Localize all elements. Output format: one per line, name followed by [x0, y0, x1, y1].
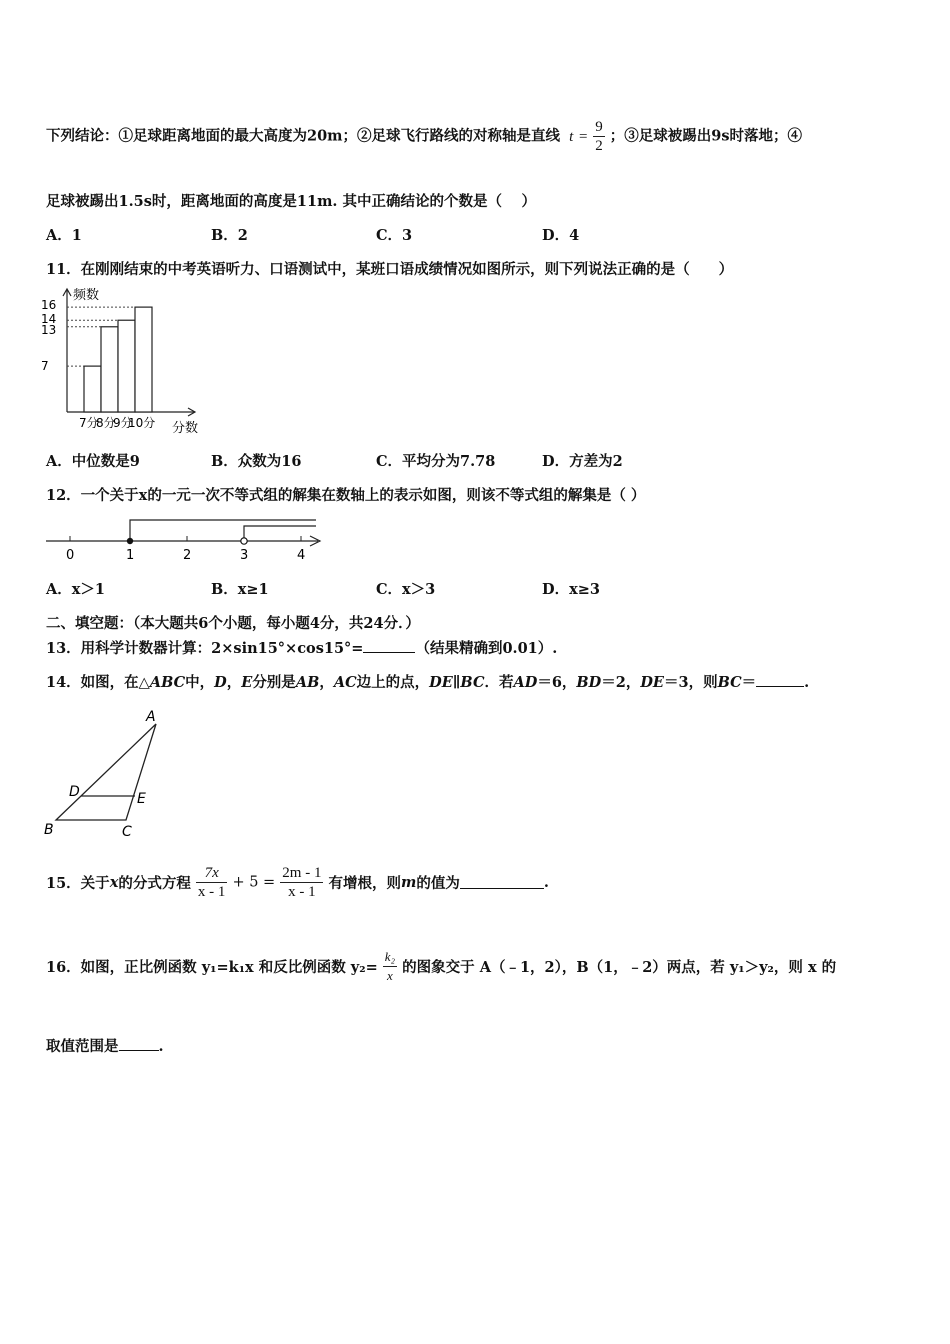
label-e: E [137, 791, 146, 807]
q11-option-b: B．众数为16 [211, 453, 302, 470]
q15-answer-blank [460, 876, 544, 889]
bar-8分 [101, 327, 118, 412]
q12-option-a: A．x＞1 [46, 581, 105, 598]
q12-number-line [40, 512, 330, 567]
t-equation: t = $\frac{9}{2}$ [569, 119, 603, 154]
q11-option-d: D．方差为2 [542, 453, 623, 470]
q14-answer-blank [756, 674, 804, 687]
bracket-x-ge-1 [130, 520, 316, 541]
y-axis-title: 频数 [73, 288, 100, 303]
q15-lhs-fraction: $\frac{7x}{x - 1}$ [197, 865, 226, 900]
q12-stem: 12．一个关于x的一元一次不等式组的解集在数轴上的表示如图，则该不等式组的解集是（ ） [46, 487, 646, 504]
q11-option-c: C．平均分为7.78 [376, 453, 496, 470]
q10-option-b: B．2 [211, 227, 248, 244]
q10-option-d: D．4 [542, 227, 580, 244]
y-tick-label: 16 [41, 298, 57, 313]
q10-stem-line1: 下列结论：①足球距离地面的最大高度为20m；②足球飞行路线的对称轴是直线 t = $\frac{9}{2}$ ；③足球被踢出9s时落地；④ [46, 119, 803, 154]
axis-label-3: 3 [240, 548, 249, 563]
bar-10分 [135, 307, 152, 412]
q12-option-c: C．x＞3 [376, 581, 436, 598]
x-tick-label: 9分 [113, 416, 133, 430]
y-tick-label: 13 [41, 322, 57, 337]
axis-label-4: 4 [297, 548, 306, 563]
label-c: C [122, 824, 132, 840]
y-tick-label: 14 [41, 312, 57, 327]
q16-k2-over-x: $\frac{\text{k₂}}{x}$ [384, 949, 396, 983]
q16-line2: 取值范围是 . [46, 1038, 164, 1055]
x-tick-label: 10分 [128, 416, 156, 430]
axis-label-0: 0 [66, 548, 75, 563]
q13-answer-blank [363, 640, 415, 653]
q11-option-a: A．中位数是9 [46, 453, 140, 470]
q12-option-d: D．x≥3 [542, 581, 600, 598]
q10-option-a: A．1 [46, 227, 82, 244]
axis-label-2: 2 [183, 548, 192, 563]
q14-stem: 14．如图，在△ABC中，D，E分别是AB，AC边上的点，DE∥BC．若AD＝6，BD＝2，DE＝3，则BC＝ . [46, 674, 810, 691]
t-fraction: $\frac{9}{2}$ [595, 119, 603, 154]
q11-stem: 11．在刚刚结束的中考英语听力、口语测试中，某班口语成绩情况如图所示，则下列说法正确的是（ ） [46, 261, 734, 278]
open-point-3 [241, 538, 247, 544]
label-d: D [69, 784, 80, 800]
axis-label-1: 1 [126, 548, 135, 563]
bracket-x-gt-3 [244, 526, 316, 541]
x-tick-label: 7分 [79, 416, 99, 430]
q10-stem-line2: 足球被踢出1.5s时，距离地面的高度是11m. 其中正确结论的个数是（ ） [46, 193, 537, 210]
q10-option-c: C．3 [376, 227, 413, 244]
section-2-title: 二、填空题：（本大题共6个小题，每小题4分，共24分．） [46, 615, 420, 632]
q15-rhs-fraction: $\frac{2m - 1}{x - 1}$ [282, 865, 322, 900]
q16-stem: 16．如图，正比例函数 y₁=k₁x 和反比例函数 y₂= $\frac{\text{k₂}}{x}$ 的图象交于 A（﹣1，2），B（1，﹣2）两点，若 y₁＞y₂，则 x 的 [46, 949, 837, 983]
q14-triangle-figure [40, 706, 170, 844]
q12-option-b: B．x≥1 [211, 581, 269, 598]
bar-9分 [118, 320, 135, 412]
label-a: A [146, 709, 156, 725]
x-tick-label: 8分 [96, 416, 116, 430]
q13-stem: 13．用科学计数器计算：2×sin15°×cos15°= （结果精确到0.01）. [46, 640, 558, 657]
q15-stem: 15．关于x的分式方程 $\frac{7x}{x - 1}$ + 5 = $\frac{2m - 1}{x - 1}$ 有增根，则m的值为 . [46, 865, 549, 900]
x-axis-title: 分数 [172, 421, 199, 436]
q11-histogram [40, 284, 215, 436]
y-tick-label: 7 [41, 359, 49, 374]
solid-point-1 [127, 538, 133, 544]
label-b: B [44, 822, 54, 838]
q16-answer-blank [119, 1038, 159, 1051]
bar-7分 [84, 366, 101, 412]
